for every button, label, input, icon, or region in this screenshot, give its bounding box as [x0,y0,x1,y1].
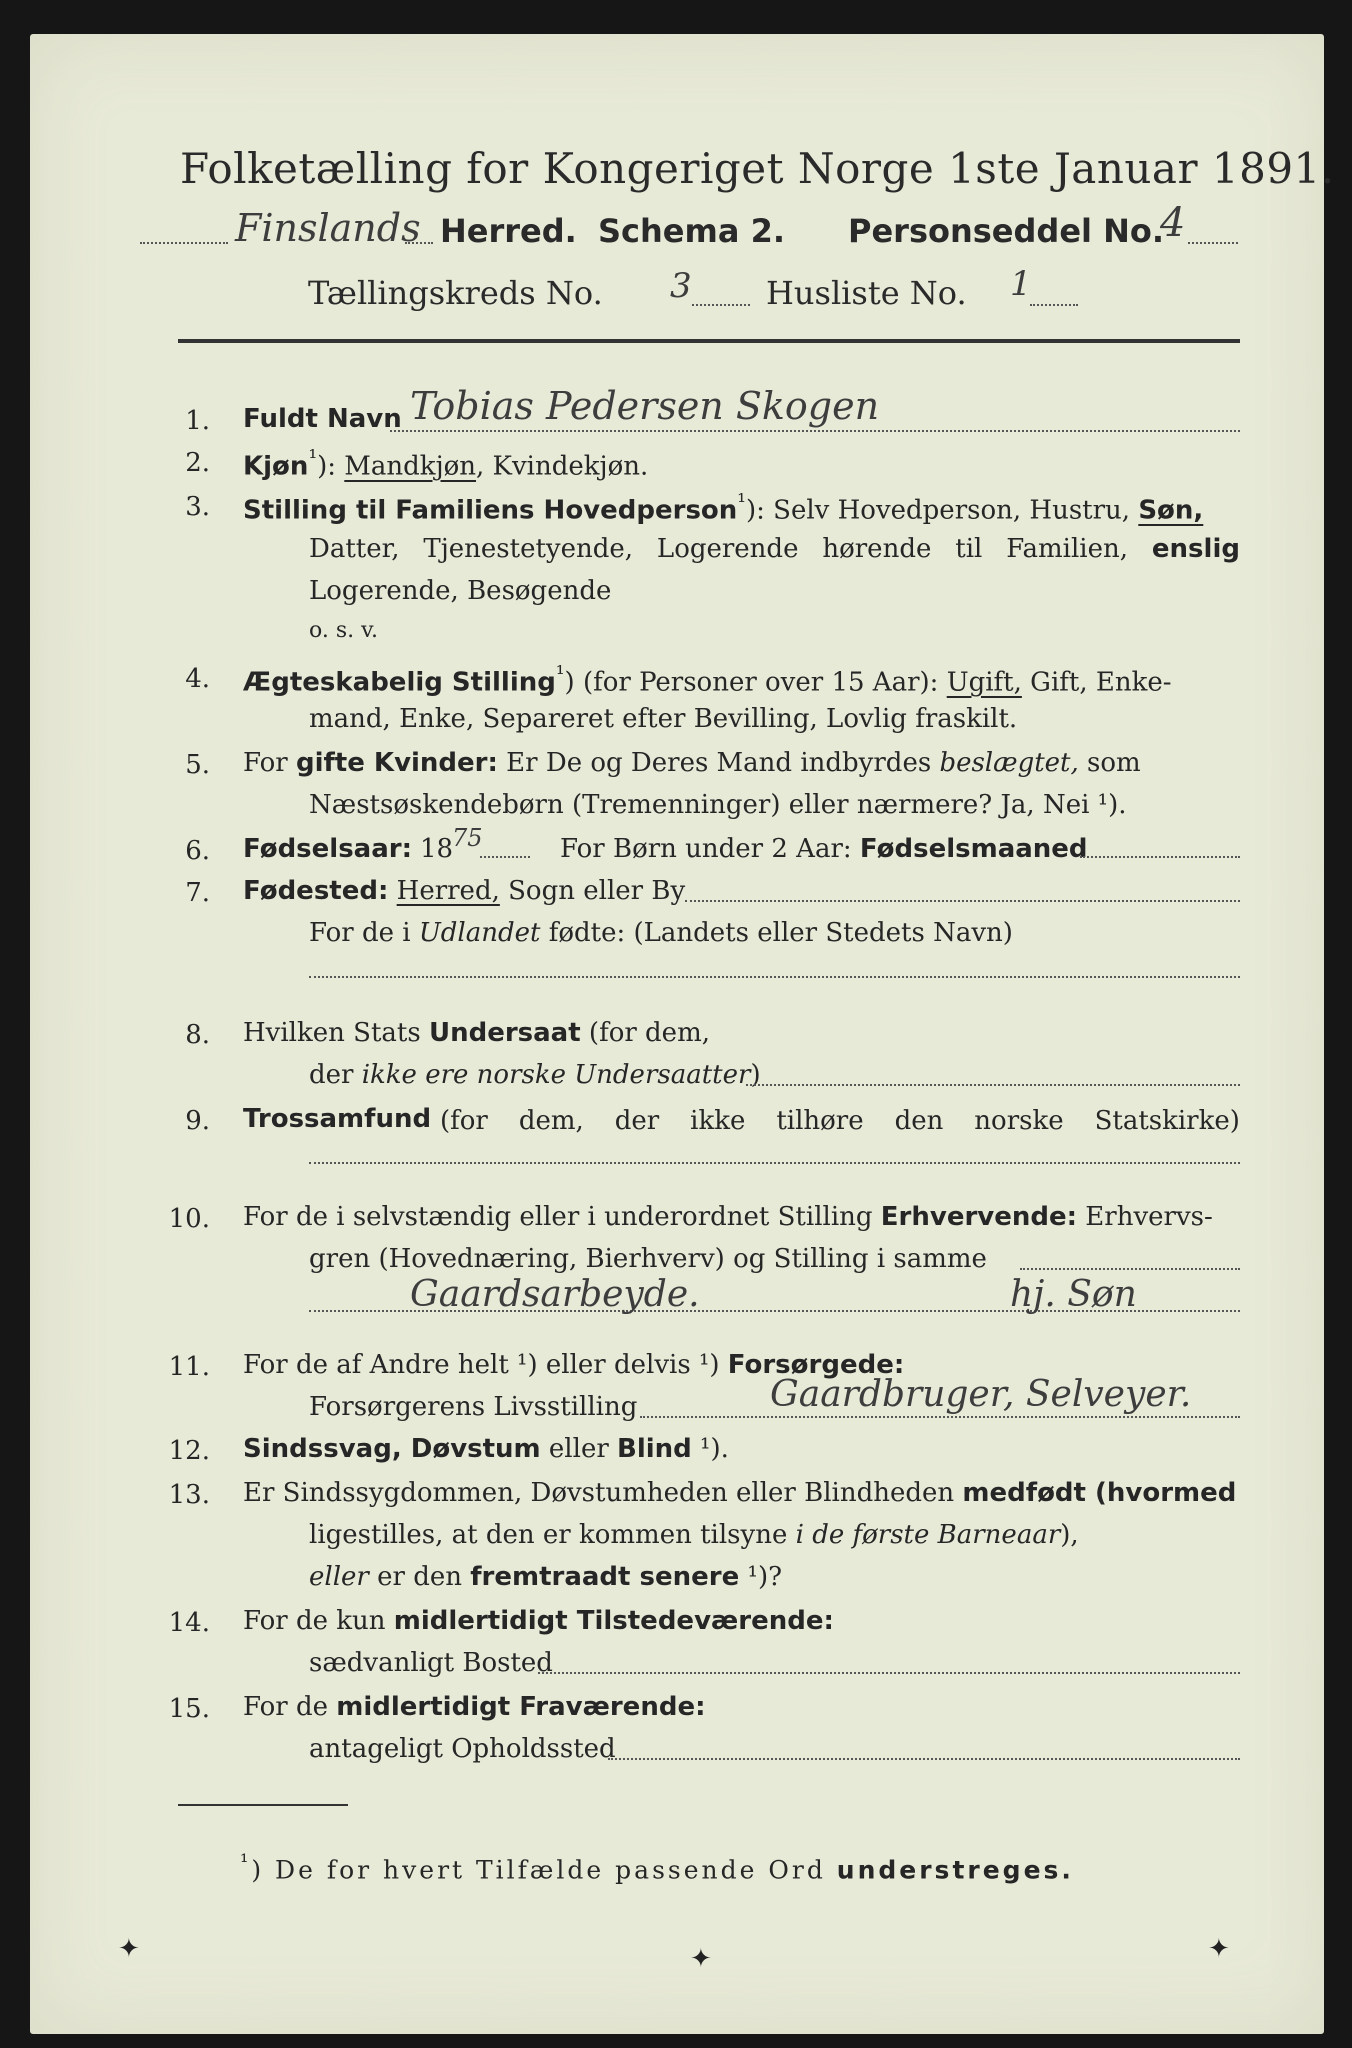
q3-line2 [309,534,1240,564]
q9-w7: norske [974,1106,1064,1136]
kreds-value: 3 [670,266,692,306]
q11-answer: Gaardbruger, Selveyer. [770,1374,1192,1415]
q8-text-b: (for dem, [580,1018,710,1048]
q3-line4: o. s. v. [309,618,378,643]
q13-text-a: Er Sindssygdommen, Døvstumheden eller Blindheden [243,1478,963,1508]
q12-label2: Blind [617,1434,692,1464]
q2-number: 2. [185,448,210,478]
q5-number: 5. [185,750,210,780]
q5-line2: Næstsøskendebørn (Tremenninger) eller nærmere? Ja, Nei ¹). [309,790,1127,820]
q5-text-italic: beslægtet, [939,748,1079,778]
q1-leader [390,430,1240,432]
q3-w4: hørende [822,534,932,564]
q3-sup: ¹ [737,490,746,515]
schema-label: Schema 2. [598,212,785,250]
q14-line1 [243,1608,834,1634]
q7-line2-b: fødte: (Landets eller Stedets Navn) [540,918,1013,948]
q10-answer2: hj. Søn [1010,1274,1137,1315]
herred-label: Herred. [440,212,577,250]
q7-label: Fødested: [243,876,389,906]
q9-w4: ikke [690,1106,746,1136]
q2-sup: ¹ [308,446,318,471]
q4-label: Ægteskabelig Stilling [243,667,556,698]
q3-line1 [243,492,1240,524]
q12-text-b: ¹). [691,1434,729,1464]
q12-number: 12. [168,1436,210,1466]
q3-w7: enslig [1151,534,1240,564]
q3-option-son: Søn, [1138,495,1204,526]
q11-label: Forsørgede: [727,1350,905,1380]
kreds-label: Tællingskreds No. [308,274,603,312]
q14-label: midlertidigt Tilstedeværende: [393,1606,834,1636]
q15-text-a: For de [243,1692,337,1722]
q4-line1 [243,664,1172,696]
q11-number: 11. [168,1352,210,1382]
q13-line2-italic: i de første Barneaar [795,1520,1061,1550]
personseddel-label: Personseddel No. [848,212,1165,250]
q13-label: medfødt [962,1478,1086,1508]
q3-w5: til [955,534,983,564]
q6-line-b [560,836,1088,862]
q5-line1 [243,750,1141,776]
q13-line2-b: ), [1060,1520,1079,1550]
q6-prefix: 18 [420,834,454,864]
q3-w6: Familien, [1006,534,1129,564]
q10-text-b: Erhvervs- [1077,1202,1213,1232]
q7-leader [685,900,1240,902]
q7-text-a: Sogn eller By [499,876,686,906]
q2-label: Kjøn [243,451,309,482]
personseddel-leader [1188,242,1238,244]
q7-line2-italic: Udlandet [418,918,541,948]
header-rule [178,339,1240,343]
q8-line2-italic: ikke ere norske Undersaatter [361,1060,751,1090]
herred-leader2 [405,242,433,244]
corner-mark-right-icon: ✦ [1208,1934,1230,1964]
q4-number: 4. [185,664,210,694]
form-title: Folketælling for Kongeriget Norge 1ste Januar 1891. [180,144,1335,193]
q14-text-a: For de kun [243,1606,394,1636]
q10-number: 10. [168,1204,210,1234]
q4-line2: mand, Enke, Separeret efter Bevilling, Lovlig fraskilt. [309,704,1018,734]
q9-w3: der [614,1106,660,1136]
q9-w2: dem, [518,1106,584,1136]
q8-line2-a: der [309,1060,362,1090]
q3-line3: Logerende, Besøgende [309,576,612,606]
q13-line3-italic: eller [309,1562,369,1592]
q6-answer: 75 [452,824,483,852]
q8-leader [746,1084,1240,1086]
q13-number: 13. [168,1480,210,1510]
q9-w5: tilhøre [776,1106,864,1136]
q13-line2 [309,1522,1079,1548]
q2-line [243,448,648,480]
q11-text-a: For de af Andre helt ¹) eller delvis ¹) [243,1350,728,1380]
q7-line2-a: For de i [309,918,419,948]
q7-answer-line [309,976,1240,978]
footnote-bold: understreges. [836,1855,1074,1885]
census-form-paper [30,34,1335,2034]
q15-line1 [243,1694,705,1720]
q7-option-herred: Herred, [396,876,500,906]
q4-text-b: Gift, Enke- [1021,667,1172,698]
q2-text-b: , Kvindekjøn. [476,451,649,482]
personseddel-value: 4 [1160,200,1186,246]
q8-label: Undersaat [428,1018,581,1048]
q1-answer: Tobias Pedersen Skogen [410,384,880,428]
q3-w3: Logerende [656,534,799,564]
q10-line1 [243,1204,1213,1230]
q13-line3 [309,1564,782,1590]
q8-number: 8. [185,1020,210,1050]
q11-leader [640,1416,1240,1418]
kreds-leader [692,304,750,306]
q5-text-a: Er De og Deres Mand indbyrdes [497,748,940,778]
q10-text-a: For de i selvstændig eller i underordnet Stilling [243,1202,881,1232]
q13-line1 [243,1480,1236,1506]
q12-text-a: eller [540,1434,618,1464]
q15-line2: antageligt Opholdssted [309,1734,616,1764]
q8-text-a: Hvilken Stats [243,1018,429,1048]
q3-w1: Datter, [309,534,400,564]
q9-w6: den [894,1106,944,1136]
q6-text-b: For Børn under 2 Aar: [560,834,860,864]
corner-mark-center-icon: ✦ [690,1944,712,1974]
q11-line2: Forsørgerens Livsstilling [309,1392,638,1422]
husliste-leader [1030,304,1078,306]
q12-label: Sindssvag, Døvstum [243,1434,541,1464]
q3-line1-rest: ): Selv Hovedperson, Hustru, [745,495,1131,526]
q9-answer-line [309,1162,1240,1164]
q15-number: 15. [168,1694,210,1724]
q8-line1 [243,1020,710,1046]
q13-line3-a: er den [368,1562,471,1592]
q14-leader [538,1672,1240,1674]
husliste-label: Husliste No. [766,274,967,312]
q10-line2: gren (Hovednæring, Bierhverv) og Stilling i samme [309,1244,987,1274]
q3-number: 3. [185,492,210,522]
q13-line3-b: ¹)? [739,1562,783,1592]
corner-mark-left-icon: ✦ [118,1934,140,1964]
q9-number: 9. [185,1106,210,1136]
footnote-rule [178,1804,348,1806]
q15-label: midlertidigt Fraværende: [336,1692,706,1722]
q13-line2-a: ligestilles, at den er kommen tilsyne [309,1520,796,1550]
q6-number: 6. [185,836,210,866]
q5-label-a: For [243,748,296,778]
q6-label2: Fødselsmaaned [859,834,1088,864]
q3-w2: Tjenestetyende, [423,534,634,564]
q14-number: 14. [168,1608,210,1638]
q4-option-ugift: Ugift, [946,667,1022,698]
q2-text-a: ): [317,451,345,482]
q1-label: Fuldt Navn [243,404,402,434]
q9-w8: Statskirke) [1094,1106,1240,1136]
q10-answer1: Gaardsarbeyde. [410,1274,700,1315]
q10-label: Erhvervende: [880,1202,1078,1232]
q8-line2-b: ) [750,1060,761,1090]
q5-label: gifte Kvinder: [295,748,498,778]
q5-text-b: som [1078,748,1141,778]
q9-w1: (for [440,1106,488,1136]
q13-label2: (hvormed [1085,1478,1237,1508]
footnote-text: ) De for hvert Tilfælde passende Ord [251,1855,837,1885]
q6-label: Fødselsaar: [243,834,412,864]
q14-line2: sædvanligt Bosted [309,1648,553,1678]
q7-line1 [243,878,685,904]
q4-sup: ¹ [555,662,565,687]
q8-line2 [309,1062,761,1088]
q15-leader [608,1758,1240,1760]
herred-value: Finslands [235,206,421,250]
q7-line2 [309,920,1013,946]
q6-leader2 [1080,856,1240,858]
q6-leader [480,856,530,858]
husliste-value: 1 [1010,264,1032,304]
q12-line [243,1436,729,1462]
q1-number: 1. [185,406,210,436]
q4-text-a: ) (for Personer over 15 Aar): [564,667,947,698]
q9-label: Trossamfund [243,1104,432,1134]
herred-leader [140,242,228,244]
footnote-sup: ¹ [240,1850,252,1874]
footnote [240,1850,1074,1885]
q13-line3-label: fremtraadt senere [470,1562,740,1592]
q3-label: Stilling til Familiens Hovedperson [243,495,738,526]
q2-option-mandkjon: Mandkjøn [344,451,477,482]
q10-leader [1020,1268,1240,1270]
q9-line1 [440,1106,1240,1136]
q7-number: 7. [185,878,210,908]
